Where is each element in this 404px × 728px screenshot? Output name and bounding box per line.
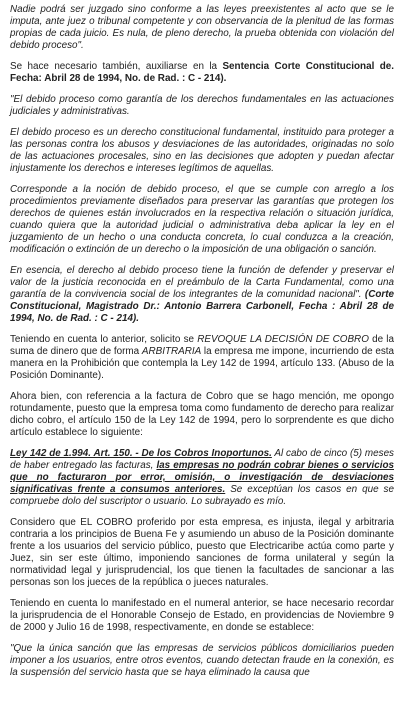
text-run: En esencia, el derecho al debido proceso tiene la función de defender y preservar el valor de la justicia reconocida en el preámbulo de la Carta Fundamental, como una garantía de la convivencia social de los integrantes de la comunidad nacional". bbox=[10, 265, 394, 300]
text-run: Se hace necesario también, auxiliarse en la bbox=[10, 61, 223, 72]
text-run-emphasis: REVOQUE LA DECISIÓN DE COBRO bbox=[197, 334, 369, 345]
text-run: Teniendo en cuenta lo anterior, solicito se bbox=[10, 334, 198, 345]
law-title: Ley 142 de 1.994. Art. 150. - De los Cobros Inoportunos. bbox=[10, 448, 272, 459]
law-underlined-clause: las empresas no podrán cobrar bienes o servicios que no facturaron por error, omisión, o investigación de desviaciones significativas frente a consumos anteriores. bbox=[10, 460, 394, 495]
paragraph-auxiliary-sentence bbox=[10, 61, 394, 85]
paragraph-opposition: Ahora bien, con referencia a la factura de Cobro que se hago mención, me opongo rotundamente, puesto que la empresa toma como fundamento de derecho para realizar dicho cobro, el artículo 150 de la Ley 142 de 1994, pero lo sorprendente es que dicho artículo establece lo siguiente: bbox=[10, 391, 394, 438]
paragraph-due-process-notion: Corresponde a la noción de debido proceso, el que se cumple con arreglo a los procedimientos previamente diseñados para preservar las garantías que protegen los derechos de quienes están involucrados en la respectiva relación o situación jurídica, cuando quiera que la autoridad judicial o administrativa deba aplicar la ley en el juzgamiento de un hecho o una conducta concreta, lo cual conduzca a la creación, modificación o extinción de un derecho o la imposición de una obligación o sanción. bbox=[10, 184, 394, 255]
paragraph-jurisprudence-intro: Teniendo en cuenta lo manifestado en el numeral anterior, se hace necesario recordar la jurisprudencia de el Honorable Consejo de Estado, en providencias de Noviembre 9 de 2000 y Julio 16 de 1998, respectivamente, en donde se establece: bbox=[10, 598, 394, 633]
paragraph-due-process-guarantee: "El debido proceso como garantía de los derechos fundamentales en las actuaciones judiciales y administrativas. bbox=[10, 94, 394, 117]
sentence-reference: Sentencia Corte Constitucional de. Fecha: Abril 28 de 1994, No. de Rad. : C - 214). bbox=[10, 61, 394, 84]
text-run-emphasis: ARBITRARIA bbox=[141, 346, 202, 357]
text-run: de la suma de dinero que de forma bbox=[10, 334, 394, 357]
paragraph-constitution-quote-end: Nadie podrá ser juzgado sino conforme a las leyes preexistentes al acto que se le imputa, ante juez o tribunal competente y con observancia de la plenitud de las formas propias de cada juicio. Es nula, de pleno derecho, la prueba obtenida con violación del debido proceso". bbox=[10, 4, 394, 51]
text-run: la empresa me impone, incurriendo de esta manera en la Prohibición que contempla la Ley 142 de 1994, artículo 133. (Abuso de la Posición Dominante). bbox=[10, 346, 394, 381]
citation-court: (Corte Constitucional, Magistrado Dr.: Antonio Barrera Carbonell, Fecha : Abril 28 de 1994, No. de Rad. : C - 214). bbox=[10, 289, 394, 324]
paragraph-revocation-request bbox=[10, 334, 394, 382]
paragraph-due-process-essence bbox=[10, 265, 394, 325]
paragraph-unjust-charge: Considero que EL COBRO proferido por esta empresa, es injusta, ilegal y arbitraria contraria a los principios de Buena Fe y asumiendo un abuso de la Posición dominante frente a los usuarios del servicio público, puesto que Electricaribe actúa como parte y Juez, sin ser este último, imponiendo sanciones de forma unilateral y según la normatividad legal y jurisprudencial, los que tienen la facultades de sancionar a las personas son los jueces de la república o jueces naturales. bbox=[10, 517, 394, 588]
paragraph-jurisprudence-quote: "Que la única sanción que las empresas de servicios públicos domiciliarios pueden imponer a los usuarios, entre otros eventos, cuando detectan fraude en la conexión, es la suspensión del servicio hasta que se haya eliminado la causa que bbox=[10, 643, 394, 678]
text-run: Al cabo de cinco (5) meses de haber entregado las facturas, bbox=[10, 448, 394, 471]
paragraph-law-article-150 bbox=[10, 448, 394, 508]
paragraph-due-process-definition: El debido proceso es un derecho constitucional fundamental, instituido para proteger a las personas contra los abusos y desviaciones de las autoridades, originadas no solo de las actuaciones procesales, sino en las decisiones que adopten y puedan afectar injustamente los derechos e intereses legítimos de aquellas. bbox=[10, 127, 394, 174]
text-run: Se exceptúan los casos en que se compruebe dolo del suscriptor o usuario. Lo subrayado es mío. bbox=[10, 484, 394, 507]
